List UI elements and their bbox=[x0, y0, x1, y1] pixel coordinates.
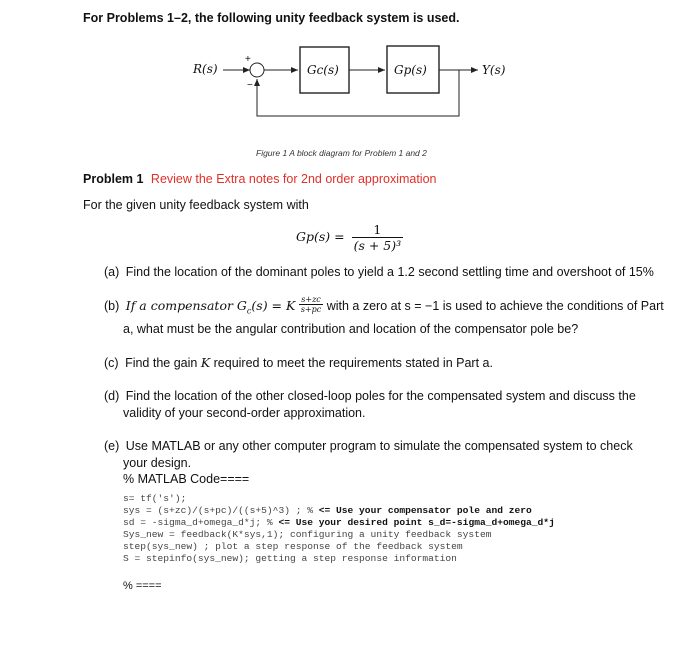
equation-numerator: 1 bbox=[352, 222, 404, 238]
code-footer: % ==== bbox=[123, 580, 162, 592]
part-c-text-before: Find the gain bbox=[125, 356, 201, 370]
part-e bbox=[104, 439, 633, 453]
part-d bbox=[104, 389, 636, 403]
problem-note: Review the Extra notes for 2nd order approximation bbox=[150, 172, 437, 186]
problem-heading bbox=[83, 172, 437, 186]
output-label: Y(s) bbox=[482, 63, 506, 77]
part-d-line2: validity of your second-order approximation. bbox=[123, 406, 366, 420]
part-c-label: (c) bbox=[104, 356, 119, 370]
part-b-text-before: If a compensator G bbox=[125, 298, 247, 313]
part-d-line1: Find the location of the other closed-loop poles for the compensated system and discuss the bbox=[125, 389, 636, 403]
part-b-line2: a, what must be the angular contribution and location of the compensator pole be? bbox=[123, 322, 579, 336]
compensator-numerator: s+zc bbox=[299, 295, 323, 305]
plus-sign: + bbox=[245, 54, 251, 65]
compensator-denominator: s+pc bbox=[300, 305, 322, 315]
minus-sign: − bbox=[247, 80, 253, 91]
controller-label: Gc(s) bbox=[307, 63, 339, 77]
part-a bbox=[104, 265, 654, 279]
intro-heading: For Problems 1–2, the following unity feedback system is used. bbox=[83, 11, 460, 25]
equation-lhs: Gp(s) = bbox=[296, 229, 345, 244]
code-header: % MATLAB Code==== bbox=[123, 472, 250, 486]
part-c-text-after: required to meet the requirements stated in Part a. bbox=[210, 356, 493, 370]
block-diagram bbox=[0, 0, 700, 160]
plant-equation bbox=[296, 222, 403, 253]
part-c-var: K bbox=[200, 355, 211, 370]
figure-caption: Figure 1 A block diagram for Problem 1 and 2 bbox=[256, 148, 427, 158]
equation-denominator: (s + 5)³ bbox=[353, 238, 402, 253]
plant-label: Gp(s) bbox=[394, 63, 427, 77]
part-a-text: Find the location of the dominant poles to yield a 1.2 second settling time and overshoot of 15% bbox=[125, 265, 654, 279]
part-b-label: (b) bbox=[104, 299, 120, 313]
summing-junction bbox=[250, 63, 264, 77]
part-c bbox=[104, 355, 493, 370]
part-b-text-after: with a zero at s = −1 is used to achieve the conditions of Part bbox=[323, 299, 664, 313]
part-e-line1: Use MATLAB or any other computer program to simulate the compensated system to check bbox=[125, 439, 633, 453]
part-b-text-mid: (s) = K bbox=[251, 298, 296, 313]
input-label: R(s) bbox=[193, 62, 218, 76]
part-b-sub: c bbox=[246, 306, 252, 316]
code-line: sys = (s+zc)/(s+pc)/((s+5)^3) ; % <= Use your compensator pole and zero bbox=[123, 505, 532, 516]
matlab-code bbox=[123, 493, 555, 565]
part-a-label: (a) bbox=[104, 265, 120, 279]
compensator-fraction bbox=[299, 295, 323, 314]
code-line: Sys_new = feedback(K*sys,1); configuring a unity feedback system bbox=[123, 529, 492, 540]
code-line: step(sys_new) ; plot a step response of the feedback system bbox=[123, 541, 463, 552]
code-line: s= tf('s'); bbox=[123, 493, 187, 504]
diagram-lines bbox=[0, 0, 700, 160]
part-b bbox=[104, 295, 664, 316]
problem-title: Problem 1 bbox=[83, 172, 144, 186]
given-text: For the given unity feedback system with bbox=[83, 198, 309, 212]
code-line: S = stepinfo(sys_new); getting a step response information bbox=[123, 553, 457, 564]
part-d-label: (d) bbox=[104, 389, 120, 403]
part-e-label: (e) bbox=[104, 439, 120, 453]
part-e-line2: your design. bbox=[123, 456, 192, 470]
code-line: sd = -sigma_d+omega_d*j; % <= Use your desired point s_d=-sigma_d+omega_d*j bbox=[123, 517, 555, 528]
